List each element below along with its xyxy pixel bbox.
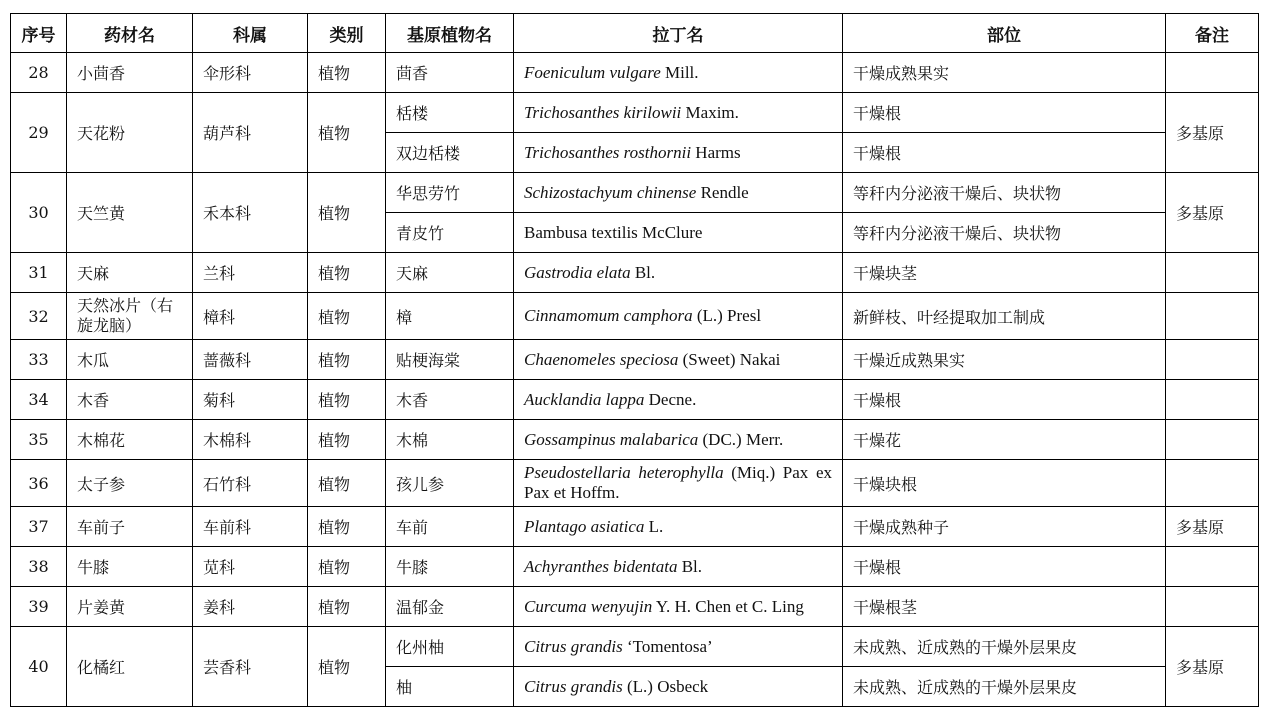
header-no: 序号 bbox=[11, 14, 67, 53]
medicinal-part: 等秆内分泌液干燥后、块状物 bbox=[843, 213, 1166, 253]
category: 植物 bbox=[308, 627, 386, 707]
latin-genus-species: Trichosanthes kirilowii bbox=[524, 102, 682, 122]
header-remark: 备注 bbox=[1166, 14, 1259, 53]
plant-name: 木棉 bbox=[386, 420, 514, 460]
remark bbox=[1166, 293, 1259, 340]
table-row bbox=[11, 253, 1259, 293]
row-number: 38 bbox=[11, 547, 67, 587]
category: 植物 bbox=[308, 420, 386, 460]
row-number: 32 bbox=[11, 293, 67, 340]
family-name: 兰科 bbox=[193, 253, 308, 293]
latin-name bbox=[514, 507, 843, 547]
remark bbox=[1166, 253, 1259, 293]
remark: 多基原 bbox=[1166, 93, 1259, 173]
plant-name: 天麻 bbox=[386, 253, 514, 293]
medicinal-part: 新鲜枝、叶经提取加工制成 bbox=[843, 293, 1166, 340]
latin-name bbox=[514, 420, 843, 460]
latin-author: Rendle bbox=[696, 182, 749, 202]
latin-author: Bambusa textilis McClure bbox=[524, 222, 703, 242]
latin-name bbox=[514, 667, 843, 707]
header-family: 科属 bbox=[193, 14, 308, 53]
plant-name: 牛膝 bbox=[386, 547, 514, 587]
row-number: 40 bbox=[11, 627, 67, 707]
herb-name: 车前子 bbox=[67, 507, 193, 547]
latin-author: Y. H. Chen et C. Ling bbox=[652, 596, 804, 616]
herb-name: 天然冰片（右旋龙脑） bbox=[67, 293, 193, 340]
latin-genus-species: Schizostachyum chinense bbox=[524, 182, 697, 202]
herb-name: 太子参 bbox=[67, 460, 193, 507]
herb-name: 天麻 bbox=[67, 253, 193, 293]
family-name: 禾本科 bbox=[193, 173, 308, 253]
row-number: 37 bbox=[11, 507, 67, 547]
herb-name: 天花粉 bbox=[67, 93, 193, 173]
latin-author: Maxim. bbox=[681, 102, 739, 122]
remark: 多基原 bbox=[1166, 173, 1259, 253]
remark bbox=[1166, 547, 1259, 587]
table-row bbox=[11, 627, 1259, 667]
latin-author: Mill. bbox=[660, 62, 699, 82]
latin-author: ‘Tomentosa’ bbox=[622, 636, 713, 656]
latin-author: (Sweet) Nakai bbox=[678, 349, 781, 369]
remark bbox=[1166, 420, 1259, 460]
family-name: 伞形科 bbox=[193, 53, 308, 93]
latin-name bbox=[514, 213, 843, 253]
row-number: 39 bbox=[11, 587, 67, 627]
latin-genus-species: Foeniculum vulgare bbox=[524, 62, 661, 82]
medicinal-part: 干燥根 bbox=[843, 93, 1166, 133]
herb-name: 木瓜 bbox=[67, 340, 193, 380]
table-row bbox=[11, 340, 1259, 380]
latin-genus-species: Cinnamomum camphora bbox=[524, 306, 693, 325]
row-number: 29 bbox=[11, 93, 67, 173]
latin-genus-species: Curcuma wenyujin bbox=[524, 596, 653, 616]
category: 植物 bbox=[308, 507, 386, 547]
latin-name bbox=[514, 93, 843, 133]
table-row bbox=[11, 173, 1259, 213]
table-row bbox=[11, 93, 1259, 133]
header-herb: 药材名 bbox=[67, 14, 193, 53]
latin-genus-species: Pseudostellaria heterophylla bbox=[524, 463, 724, 482]
latin-name bbox=[514, 380, 843, 420]
medicinal-part: 干燥根 bbox=[843, 380, 1166, 420]
plant-name: 栝楼 bbox=[386, 93, 514, 133]
herb-name: 天竺黄 bbox=[67, 173, 193, 253]
remark bbox=[1166, 587, 1259, 627]
family-name: 车前科 bbox=[193, 507, 308, 547]
latin-name bbox=[514, 547, 843, 587]
table-row bbox=[11, 53, 1259, 93]
family-name: 木棉科 bbox=[193, 420, 308, 460]
latin-name bbox=[514, 627, 843, 667]
category: 植物 bbox=[308, 380, 386, 420]
latin-name bbox=[514, 53, 843, 93]
remark bbox=[1166, 460, 1259, 507]
medicinal-part: 干燥成熟果实 bbox=[843, 53, 1166, 93]
category: 植物 bbox=[308, 53, 386, 93]
table-row bbox=[11, 380, 1259, 420]
plant-name: 木香 bbox=[386, 380, 514, 420]
category: 植物 bbox=[308, 253, 386, 293]
plant-name: 双边栝楼 bbox=[386, 133, 514, 173]
latin-name bbox=[514, 133, 843, 173]
plant-name: 孩儿参 bbox=[386, 460, 514, 507]
category: 植物 bbox=[308, 460, 386, 507]
medicinal-part: 干燥块根 bbox=[843, 460, 1166, 507]
category: 植物 bbox=[308, 547, 386, 587]
herb-name: 木香 bbox=[67, 380, 193, 420]
table-row bbox=[11, 587, 1259, 627]
latin-genus-species: Aucklandia lappa bbox=[524, 389, 645, 409]
plant-name: 车前 bbox=[386, 507, 514, 547]
latin-author: (L.) Osbeck bbox=[622, 676, 709, 696]
latin-author: (Miq.) Pax ex Pax et Hoffm. bbox=[524, 463, 832, 502]
category: 植物 bbox=[308, 93, 386, 173]
row-number: 28 bbox=[11, 53, 67, 93]
medicinal-part: 干燥成熟种子 bbox=[843, 507, 1166, 547]
family-name: 蔷薇科 bbox=[193, 340, 308, 380]
medicinal-part: 干燥根 bbox=[843, 133, 1166, 173]
latin-name bbox=[514, 253, 843, 293]
latin-genus-species: Gastrodia elata bbox=[524, 262, 631, 282]
medicinal-part: 干燥近成熟果实 bbox=[843, 340, 1166, 380]
latin-author: (L.) Presl bbox=[692, 306, 762, 325]
category: 植物 bbox=[308, 293, 386, 340]
medicinal-part: 干燥花 bbox=[843, 420, 1166, 460]
latin-genus-species: Gossampinus malabarica bbox=[524, 429, 699, 449]
row-number: 35 bbox=[11, 420, 67, 460]
herb-name: 木棉花 bbox=[67, 420, 193, 460]
latin-author: (DC.) Merr. bbox=[698, 429, 784, 449]
family-name: 苋科 bbox=[193, 547, 308, 587]
plant-name: 温郁金 bbox=[386, 587, 514, 627]
latin-author: Bl. bbox=[677, 556, 703, 576]
latin-name bbox=[514, 587, 843, 627]
table-row bbox=[11, 507, 1259, 547]
medicinal-part: 等秆内分泌液干燥后、块状物 bbox=[843, 173, 1166, 213]
family-name: 菊科 bbox=[193, 380, 308, 420]
category: 植物 bbox=[308, 587, 386, 627]
medicinal-part: 未成熟、近成熟的干燥外层果皮 bbox=[843, 667, 1166, 707]
table-row bbox=[11, 420, 1259, 460]
remark: 多基原 bbox=[1166, 507, 1259, 547]
latin-genus-species: Citrus grandis bbox=[524, 676, 623, 696]
family-name: 樟科 bbox=[193, 293, 308, 340]
latin-genus-species: Citrus grandis bbox=[524, 636, 623, 656]
latin-name bbox=[514, 340, 843, 380]
family-name: 石竹科 bbox=[193, 460, 308, 507]
plant-name: 化州柚 bbox=[386, 627, 514, 667]
latin-author: Bl. bbox=[630, 262, 656, 282]
row-number: 30 bbox=[11, 173, 67, 253]
latin-author: L. bbox=[644, 516, 664, 536]
family-name: 姜科 bbox=[193, 587, 308, 627]
table-row bbox=[11, 293, 1259, 340]
row-number: 36 bbox=[11, 460, 67, 507]
herb-table bbox=[10, 13, 1259, 707]
medicinal-part: 未成熟、近成熟的干燥外层果皮 bbox=[843, 627, 1166, 667]
latin-genus-species: Chaenomeles speciosa bbox=[524, 349, 679, 369]
latin-genus-species: Plantago asiatica bbox=[524, 516, 645, 536]
header-plant: 基原植物名 bbox=[386, 14, 514, 53]
plant-name: 贴梗海棠 bbox=[386, 340, 514, 380]
row-number: 31 bbox=[11, 253, 67, 293]
remark bbox=[1166, 53, 1259, 93]
category: 植物 bbox=[308, 340, 386, 380]
remark: 多基原 bbox=[1166, 627, 1259, 707]
medicinal-part: 干燥根茎 bbox=[843, 587, 1166, 627]
plant-name: 樟 bbox=[386, 293, 514, 340]
header-part: 部位 bbox=[843, 14, 1166, 53]
latin-author: Harms bbox=[691, 142, 741, 162]
plant-name: 华思劳竹 bbox=[386, 173, 514, 213]
header-row bbox=[11, 14, 1259, 53]
latin-name bbox=[514, 293, 843, 340]
herb-name: 化橘红 bbox=[67, 627, 193, 707]
remark bbox=[1166, 340, 1259, 380]
table-row bbox=[11, 547, 1259, 587]
header-category: 类别 bbox=[308, 14, 386, 53]
header-latin: 拉丁名 bbox=[514, 14, 843, 53]
table-row bbox=[11, 460, 1259, 507]
medicinal-part: 干燥块茎 bbox=[843, 253, 1166, 293]
family-name: 芸香科 bbox=[193, 627, 308, 707]
table-body bbox=[11, 53, 1259, 707]
latin-name bbox=[514, 460, 843, 507]
herb-name: 片姜黄 bbox=[67, 587, 193, 627]
row-number: 34 bbox=[11, 380, 67, 420]
latin-author: Decne. bbox=[644, 389, 697, 409]
latin-genus-species: Trichosanthes rosthornii bbox=[524, 142, 692, 162]
herb-name: 牛膝 bbox=[67, 547, 193, 587]
plant-name: 柚 bbox=[386, 667, 514, 707]
herb-name: 小茴香 bbox=[67, 53, 193, 93]
remark bbox=[1166, 380, 1259, 420]
medicinal-part: 干燥根 bbox=[843, 547, 1166, 587]
family-name: 葫芦科 bbox=[193, 93, 308, 173]
plant-name: 青皮竹 bbox=[386, 213, 514, 253]
latin-genus-species: Achyranthes bidentata bbox=[524, 556, 678, 576]
plant-name: 茴香 bbox=[386, 53, 514, 93]
category: 植物 bbox=[308, 173, 386, 253]
latin-name bbox=[514, 173, 843, 213]
row-number: 33 bbox=[11, 340, 67, 380]
